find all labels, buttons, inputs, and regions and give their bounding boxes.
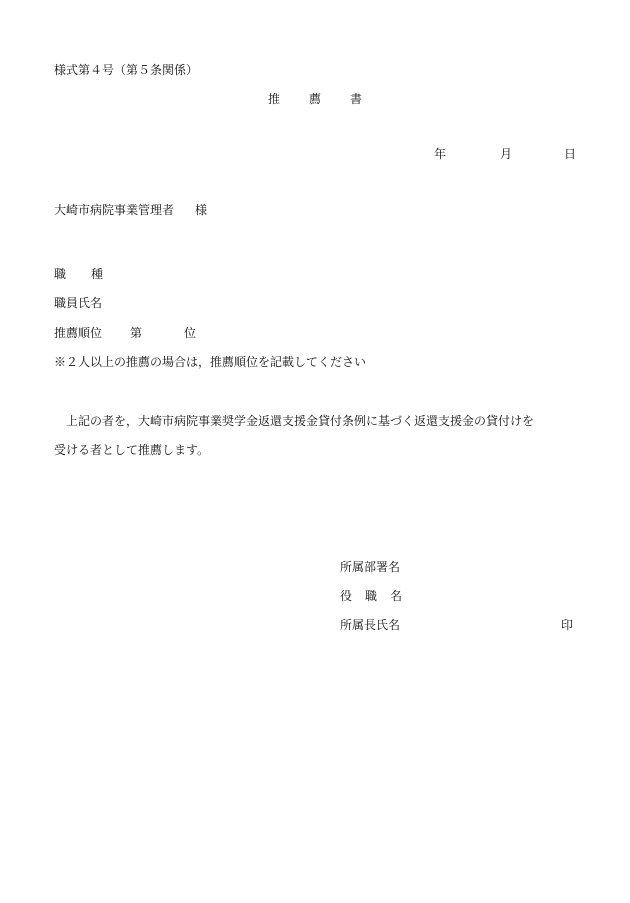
- position-char-1: 役: [340, 589, 353, 603]
- occupation-label-char-2: 種: [91, 267, 104, 281]
- position-char-3: 名: [389, 589, 402, 603]
- rank-note: ※２人以上の推薦の場合は，推薦順位を記載してください: [54, 355, 367, 369]
- addressee-name: 大崎市病院事業管理者: [54, 203, 175, 217]
- position-char-2: 職: [364, 589, 377, 603]
- rank-prefix: 第: [130, 326, 143, 340]
- head-name-label: 所属長氏名: [340, 618, 401, 632]
- body-line-2: 受ける者として推薦します。: [54, 443, 210, 457]
- position-label: [340, 590, 402, 602]
- form-number: 様式第４号（第５条関係）: [54, 63, 199, 77]
- rank-suffix: 位: [184, 326, 197, 340]
- addressee-honorific: 様: [195, 203, 208, 217]
- rank-label: 推薦順位: [54, 326, 103, 340]
- seal-mark: 印: [561, 618, 574, 632]
- document-title: [268, 93, 362, 105]
- title-char-2: 薦: [308, 92, 321, 106]
- occupation-label-char-1: 職: [54, 267, 67, 281]
- staff-name-label: 職員氏名: [54, 296, 103, 310]
- department-label: 所属部署名: [340, 560, 401, 574]
- title-char-3: 書: [349, 92, 362, 106]
- body-line-1: 上記の者を，大崎市病院事業奨学金返還支援金貸付条例に基づく返還支援金の貸付けを: [66, 414, 535, 428]
- title-char-1: 推: [268, 92, 281, 106]
- date-day-label: 日: [564, 147, 577, 161]
- date-month-label: 月: [500, 147, 513, 161]
- date-year-label: 年: [434, 147, 447, 161]
